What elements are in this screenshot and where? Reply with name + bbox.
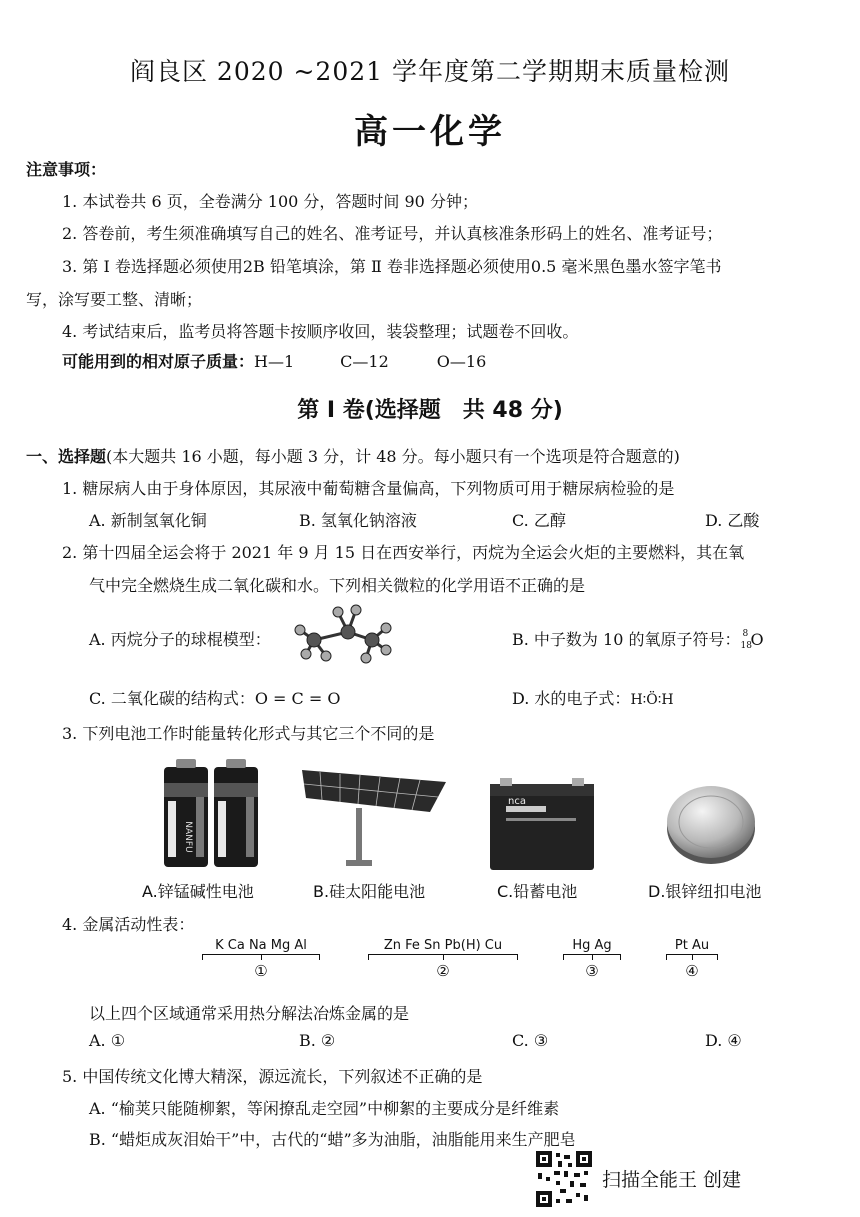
atomic-mass-line xyxy=(62,349,486,372)
q2-option-b xyxy=(512,627,764,650)
q3-option-a: A.锌锰碱性电池 xyxy=(142,882,254,901)
lead-acid-battery-icon xyxy=(486,770,598,872)
q1-stem: 1. 糖尿病人由于身体原因，其尿液中葡萄糖含量偏高，下列物质可用于糖尿病检验的是 xyxy=(62,479,675,498)
metal-group-3-label: ③ xyxy=(585,962,599,980)
q1-option-d: D. 乙酸 xyxy=(705,511,760,530)
q5-stem: 5. 中国传统文化博大精深，源远流长，下列叙述不正确的是 xyxy=(62,1067,483,1086)
metal-group-1-label: ① xyxy=(254,962,268,980)
solar-panel-icon xyxy=(300,764,450,874)
q3-option-d: D.银锌纽扣电池 xyxy=(648,882,762,901)
q2-stem-line1: 2. 第十四届全运会将于 2021 年 9 月 15 日在西安举行，丙烷为全运会火炬的主要燃料，其在氧 xyxy=(62,543,745,562)
q2-option-d-text: D. 水的电子式： xyxy=(512,689,631,708)
q4-question: 以上四个区域通常采用热分解法冶炼金属的是 xyxy=(89,1004,410,1023)
metal-group-4-label: ④ xyxy=(685,962,699,980)
q2-isotope-mass-number: 18 xyxy=(740,640,752,651)
atomic-mass-c: C—12 xyxy=(340,352,389,371)
metal-group-2 xyxy=(368,938,518,980)
alkaline-battery-icon xyxy=(160,757,268,869)
q4-option-d: D. ④ xyxy=(705,1031,742,1050)
metal-group-2-label: ② xyxy=(436,962,450,980)
q5-option-b: B. “蜡炬成灰泪始干”中，古代的“蜡”多为油脂，油脂能用来生产肥皂 xyxy=(89,1130,576,1149)
button-cell-battery-icon xyxy=(664,778,758,868)
part-one-title: 第 Ⅰ 卷(选择题 共 48 分) xyxy=(297,398,563,423)
lead-battery-brand: nca xyxy=(508,796,526,807)
notice-item-3: 3. 第 Ⅰ 卷选择题必须使用2B 铅笔填涂，第 Ⅱ 卷非选择题必须使用0.5 毫米黑色墨水签字笔书 xyxy=(62,257,722,276)
metal-group-2-metals: Zn Fe Sn Pb(H) Cu xyxy=(368,938,518,955)
section-heading: 一、选择题 xyxy=(26,447,107,466)
notice-heading: 注意事项： xyxy=(26,160,107,179)
atomic-mass-label: 可能用到的相对原子质量： xyxy=(62,352,255,371)
q2-option-d xyxy=(512,686,674,709)
q2-option-a: A. 丙烷分子的球棍模型： xyxy=(89,630,271,649)
notice-item-2: 2. 答卷前，考生须准确填写自己的姓名、准考证号，并认真核准条形码上的姓名、准考证号； xyxy=(62,224,723,243)
q2-isotope-proton-number: 8 xyxy=(742,628,749,639)
notice-item-3-cont: 写，涂写要工整、清晰； xyxy=(26,290,203,309)
exam-title: 阎良区 2020 ~2021 学年度第二学期期末质量检测 xyxy=(129,57,731,86)
atomic-mass-h: H—1 xyxy=(254,352,295,371)
q1-option-c: C. 乙醇 xyxy=(512,511,566,530)
q4-option-c: C. ③ xyxy=(512,1031,549,1050)
atomic-mass-o: O—16 xyxy=(436,352,487,371)
q4-stem: 4. 金属活动性表： xyxy=(62,915,195,934)
section-one-line xyxy=(26,444,680,467)
section-note: (本大题共 16 小题，每小题 3 分，计 48 分。每小题只有一个选项是符合题意的) xyxy=(106,447,680,466)
metal-group-1-metals: K Ca Na Mg Al xyxy=(202,938,320,955)
q2-option-b-text: B. 中子数为 10 的氧原子符号： xyxy=(512,630,741,649)
metal-group-4 xyxy=(666,938,718,980)
q4-option-b: B. ② xyxy=(299,1031,336,1050)
q1-option-b: B. 氢氧化钠溶液 xyxy=(299,511,417,530)
scanner-watermark-text: 扫描全能王 创建 xyxy=(602,1169,742,1191)
metal-group-1 xyxy=(202,938,320,980)
q4-option-a: A. ① xyxy=(89,1031,126,1050)
q2-isotope-symbol: O xyxy=(750,630,764,649)
q2-water-electron-formula: H∶Ö∶H xyxy=(630,692,674,708)
q1-option-a: A. 新制氢氧化铜 xyxy=(89,511,207,530)
q5-option-a: A. “榆荚只能随柳絮，等闲撩乱走空园”中柳絮的主要成分是纤维素 xyxy=(89,1099,560,1118)
q3-option-b: B.硅太阳能电池 xyxy=(313,882,426,901)
qr-code-icon xyxy=(536,1151,592,1207)
subject-title: 高一化学 xyxy=(354,112,506,152)
notice-item-1: 1. 本试卷共 6 页，全卷满分 100 分，答题时间 90 分钟； xyxy=(62,192,478,211)
notice-item-4: 4. 考试结束后，监考员将答题卡按顺序收回，装袋整理；试题卷不回收。 xyxy=(62,322,579,341)
q2-option-c: C. 二氧化碳的结构式：O = C = O xyxy=(89,689,341,708)
metal-group-3 xyxy=(563,938,621,980)
battery-brand-label: NANFU xyxy=(183,821,193,853)
q2-stem-line2: 气中完全燃烧生成二氧化碳和水。下列相关微粒的化学用语不正确的是 xyxy=(89,576,586,595)
metal-group-4-metals: Pt Au xyxy=(666,938,718,955)
q3-stem: 3. 下列电池工作时能量转化形式与其它三个不同的是 xyxy=(62,724,435,743)
metal-group-3-metals: Hg Ag xyxy=(563,938,621,955)
q3-option-c: C.铅蓄电池 xyxy=(497,882,578,901)
propane-ball-stick-model-icon xyxy=(292,598,396,664)
